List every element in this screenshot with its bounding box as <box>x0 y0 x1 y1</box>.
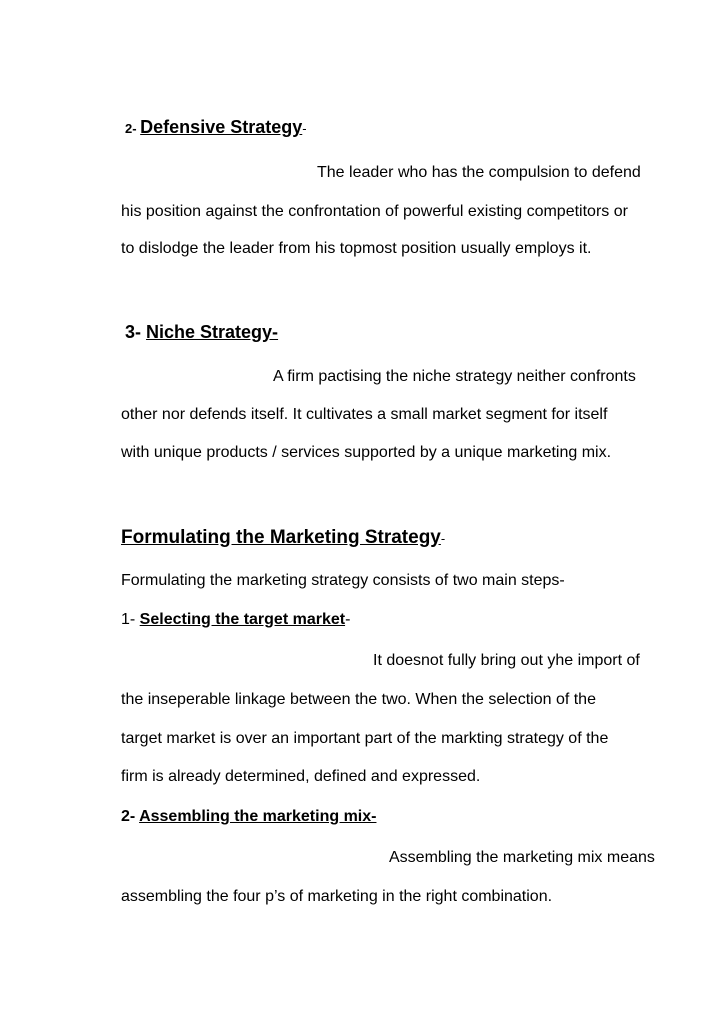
defensive-dash: - <box>302 121 307 136</box>
step1-heading <box>121 610 350 630</box>
niche-line-1: A firm pactising the niche strategy neither confronts <box>273 368 636 385</box>
step2-line-2: assembling the four p’s of marketing in the right combination. <box>121 888 553 905</box>
niche-title: Niche Strategy- <box>146 322 279 342</box>
formulating-dash: - <box>440 531 446 546</box>
defensive-line-1: The leader who has the compulsion to defend <box>317 164 641 181</box>
step2-title: Assembling the marketing mix- <box>139 808 377 825</box>
step2-line-1: Assembling the marketing mix means <box>389 849 655 866</box>
defensive-line-2: his position against the confrontation of powerful existing competitors or <box>121 203 628 220</box>
niche-line-2: other nor defends itself. It cultivates a small market segment for itself <box>121 406 608 423</box>
defensive-heading <box>125 117 307 139</box>
niche-line-3: with unique products / services supported by a unique marketing mix. <box>121 444 612 461</box>
step1-number: 1- <box>121 611 140 628</box>
formulating-intro: Formulating the marketing strategy consists of two main steps- <box>121 572 565 589</box>
defensive-line-3: to dislodge the leader from his topmost position usually employs it. <box>121 240 592 257</box>
step1-line-2: the inseperable linkage between the two. When the selection of the <box>121 691 596 708</box>
niche-heading <box>125 322 278 344</box>
step1-dash: - <box>345 611 351 628</box>
formulating-title: Formulating the Marketing Strategy <box>121 527 441 548</box>
step2-number: 2- <box>121 808 140 825</box>
niche-number: 3- <box>125 322 147 342</box>
step1-line-4: firm is already determined, defined and expressed. <box>121 768 481 785</box>
defensive-title: Defensive Strategy <box>140 117 303 137</box>
step1-line-3: target market is over an important part of the markting strategy of the <box>121 730 609 747</box>
step1-title: Selecting the target market <box>139 611 346 628</box>
step2-heading <box>121 807 376 827</box>
defensive-number: 2- <box>125 121 141 136</box>
step1-line-1: It doesnot fully bring out yhe import of <box>373 652 640 669</box>
formulating-heading <box>121 528 445 549</box>
